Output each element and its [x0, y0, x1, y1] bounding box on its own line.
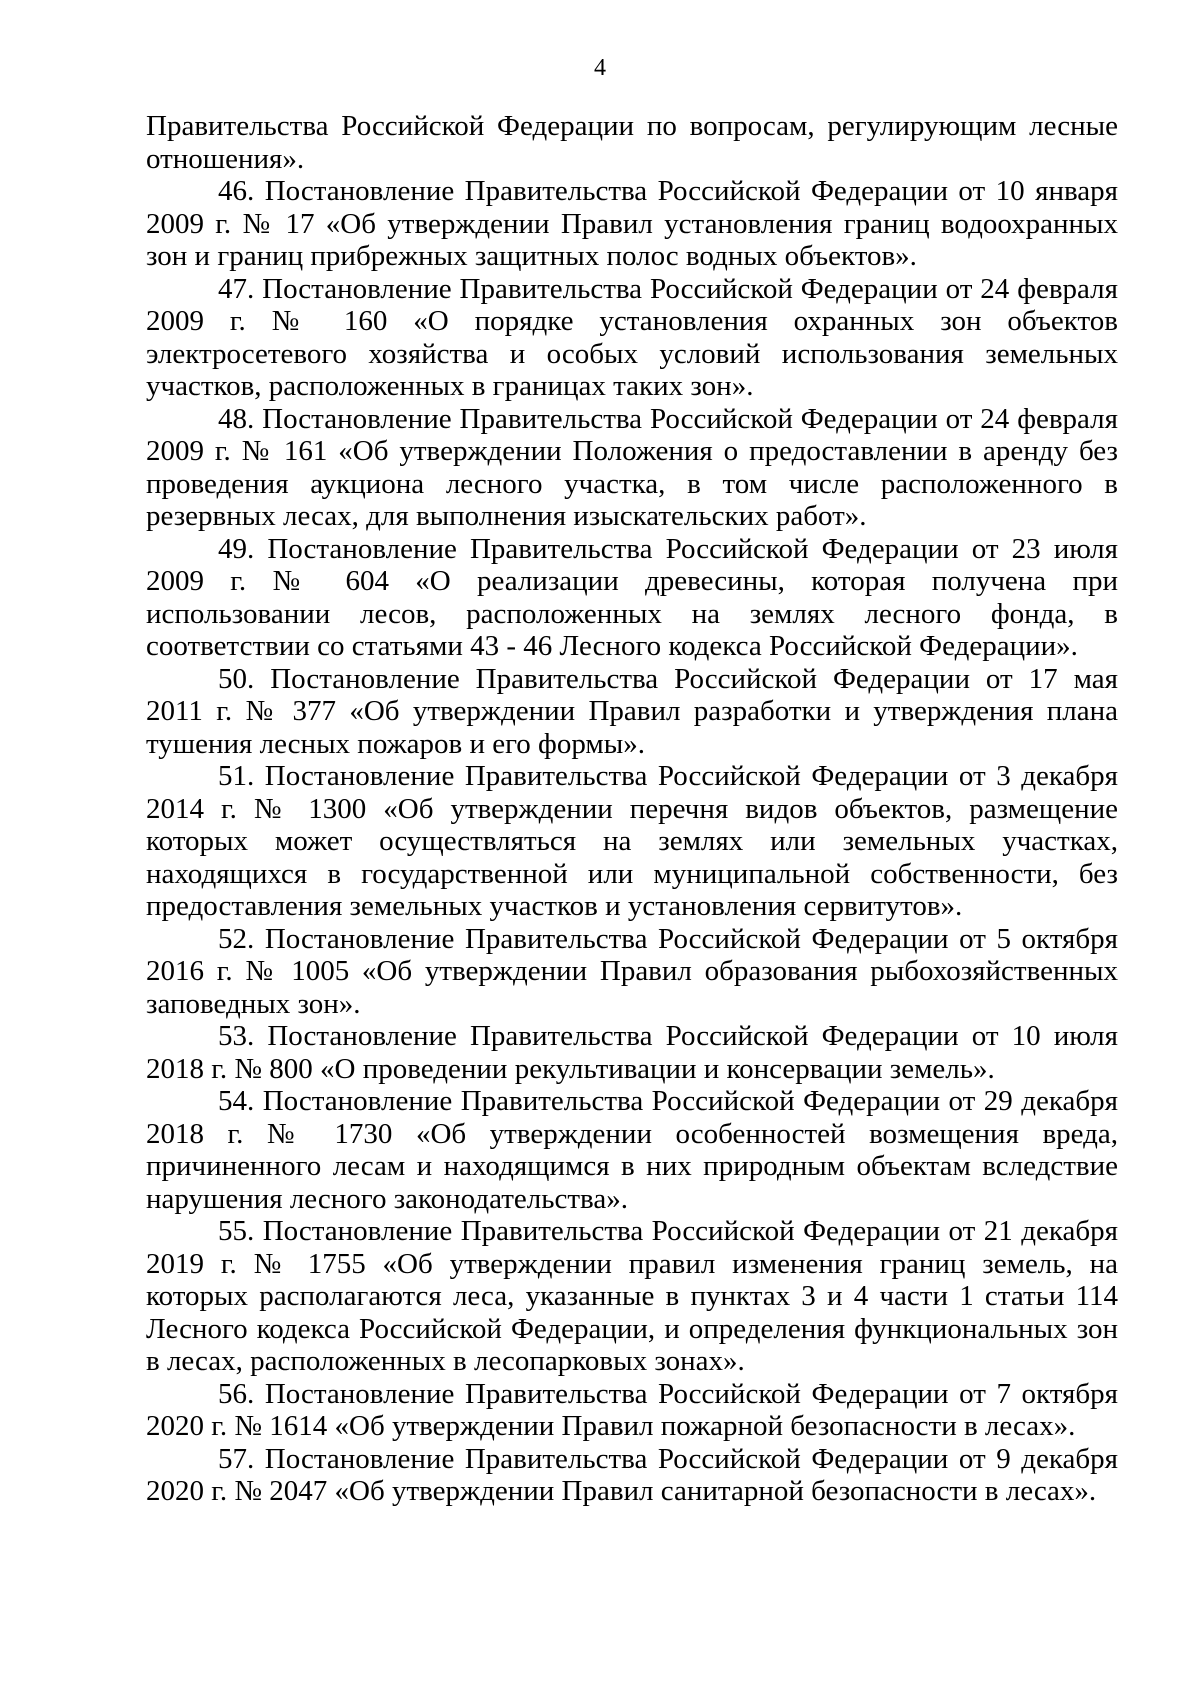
list-item-56: 56. Постановление Правительства Российской Федерации от 7 октября 2020 г. № 1614 «Об утверждении Правил пожарной безопасности в лесах». [146, 1377, 1118, 1442]
list-item-55: 55. Постановление Правительства Российской Федерации от 21 декабря 2019 г. № 1755 «Об утверждении правил изменения границ земель, на которых располагаются леса, указанные в пунктах 3 и 4 части 1 статьи 114 Лесного кодекса Российской Федерации, и определения функциональных зон в лесах, расположенных в лесопарковых зонах». [146, 1215, 1118, 1377]
document-body [146, 110, 1118, 1508]
list-item-57: 57. Постановление Правительства Российской Федерации от 9 декабря 2020 г. № 2047 «Об утверждении Правил санитарной безопасности в лесах». [146, 1442, 1118, 1507]
continuation-paragraph: Правительства Российской Федерации по вопросам, регулирующим лесные отношения». [146, 110, 1118, 175]
page-number: 4 [594, 55, 606, 81]
list-item-50: 50. Постановление Правительства Российской Федерации от 17 мая 2011 г. № 377 «Об утверждении Правил разработки и утверждения плана тушения лесных пожаров и его формы». [146, 662, 1118, 760]
list-item-49: 49. Постановление Правительства Российской Федерации от 23 июля 2009 г. № 604 «О реализации древесины, которая получена при использовании лесов, расположенных на землях лесного фонда, в соответствии со статьями 43 - 46 Лесного кодекса Российской Федерации». [146, 532, 1118, 662]
list-item-48: 48. Постановление Правительства Российской Федерации от 24 февраля 2009 г. № 161 «Об утверждении Положения о предоставлении в аренду без проведения аукциона лесного участка, в том числе расположенного в резервных лесах, для выполнения изыскательских работ». [146, 402, 1118, 532]
list-item-54: 54. Постановление Правительства Российской Федерации от 29 декабря 2018 г. № 1730 «Об утверждении особенностей возмещения вреда, причиненного лесам и находящимся в них природным объектам вследствие нарушения лесного законодательства». [146, 1085, 1118, 1215]
list-item-46: 46. Постановление Правительства Российской Федерации от 10 января 2009 г. № 17 «Об утверждении Правил установления границ водоохранных зон и границ прибрежных защитных полос водных объектов». [146, 175, 1118, 272]
list-item-52: 52. Постановление Правительства Российской Федерации от 5 октября 2016 г. № 1005 «Об утверждении Правил образования рыбохозяйственных заповедных зон». [146, 922, 1118, 1020]
list-item-51: 51. Постановление Правительства Российской Федерации от 3 декабря 2014 г. № 1300 «Об утверждении перечня видов объектов, размещение которых может осуществляться на землях или земельных участках, находящихся в государственной или муниципальной собственности, без предоставления земельных участков и установления сервитутов». [146, 760, 1118, 922]
list-item-47: 47. Постановление Правительства Российской Федерации от 24 февраля 2009 г. № 160 «О порядке установления охранных зон объектов электросетевого хозяйства и особых условий использования земельных участков, расположенных в границах таких зон». [146, 272, 1118, 402]
list-item-53: 53. Постановление Правительства Российской Федерации от 10 июля 2018 г. № 800 «О проведении рекультивации и консервации земель». [146, 1020, 1118, 1085]
